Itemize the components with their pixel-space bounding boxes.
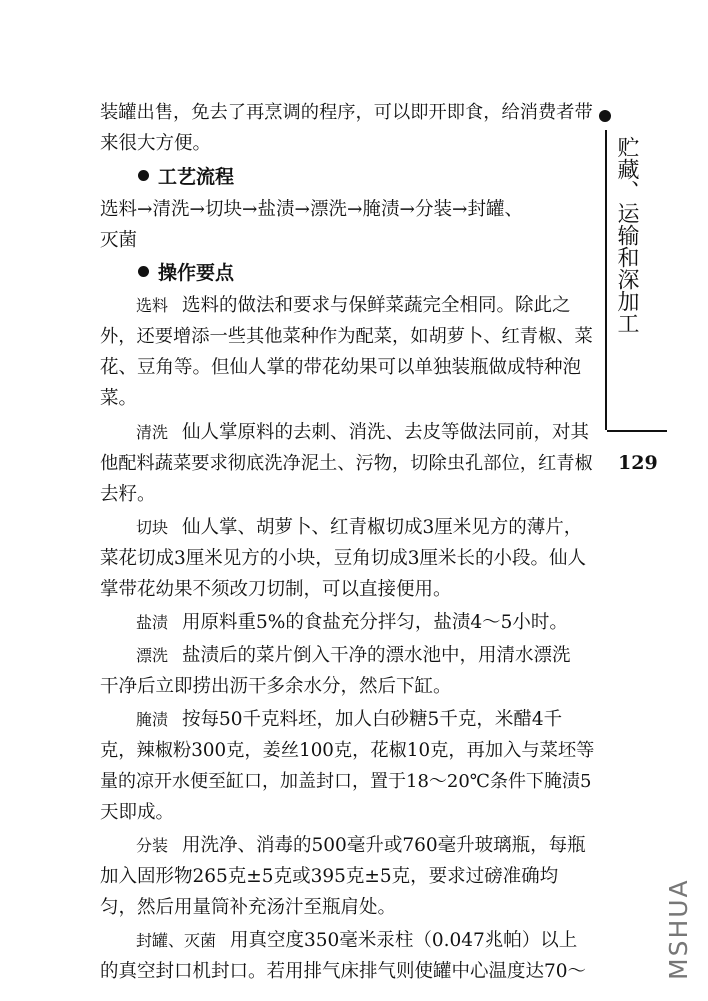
step-lead: 漂洗 — [136, 646, 169, 665]
text-line — [136, 835, 586, 857]
step-lead: 腌渍 — [136, 710, 169, 729]
text-line: 量的凉开水便至缸口，加盖封口，置于18～20℃条件下腌渍5 — [100, 771, 592, 792]
text-line — [136, 709, 562, 731]
bullet-icon — [138, 170, 149, 181]
section-heading-text: 操作要点 — [158, 262, 235, 284]
page-number: 129 — [618, 452, 658, 474]
text-line: 菜花切成3厘米见方的小块，豆角切成3厘米长的小段。仙人 — [100, 548, 587, 569]
step-lead: 盐渍 — [136, 613, 169, 632]
text-line — [136, 517, 582, 539]
text-line: 匀，然后用量筒补充汤汁至瓶肩处。 — [100, 897, 397, 918]
text-line: 掌带花幼果不须改刀切制，可以直接便用。 — [100, 579, 452, 600]
chapter-marker-dot — [599, 110, 611, 122]
text-line: 来很大方便。 — [100, 133, 212, 154]
step-text: 按每50千克料坯，加人白砂糖5千克，米醋4千 — [182, 709, 563, 730]
section-heading — [138, 262, 234, 284]
text-line: 灭菌 — [100, 230, 138, 251]
chapter-side-title: 贮藏、运输和深加工 — [614, 136, 639, 334]
text-line: 去籽。 — [100, 484, 156, 505]
text-line: 克，辣椒粉300克，姜丝100克，花椒10克，再加入与菜坯等 — [100, 740, 595, 761]
step-lead: 封罐、灭菌 — [136, 931, 217, 950]
step-text: 用原料重5%的食盐充分拌匀，盐渍4～5小时。 — [182, 612, 568, 633]
text-line — [136, 612, 568, 634]
text-line — [136, 645, 571, 667]
step-text: 仙人掌原料的去刺、消洗、去皮等做法同前，对其 — [182, 422, 590, 443]
step-text: 选料的做法和要求与保鲜菜蔬完全相同。除此之 — [182, 295, 571, 316]
text-line: 他配料蔬菜要求彻底洗净泥土、污物，切除虫孔部位，红青椒 — [100, 453, 593, 474]
text-line: 的真空封口机封口。若用排气床排气则使罐中心温度达70～ — [100, 961, 587, 982]
bullet-icon — [138, 266, 149, 277]
text-line: 外，还要增添一些其他菜种作为配菜，如胡萝卜、红青椒、菜 — [100, 326, 593, 347]
page-number-rule — [607, 430, 667, 432]
step-lead: 切块 — [136, 518, 169, 537]
step-lead: 清洗 — [136, 423, 169, 442]
step-lead: 分装 — [136, 836, 169, 855]
text-line — [136, 930, 577, 952]
text-line — [136, 295, 571, 317]
text-line: 选料→清洗→切块→盐渍→漂洗→腌渍→分装→封罐、 — [100, 199, 524, 220]
text-line: 装罐出售，免去了再烹调的程序，可以即开即食，给消费者带 — [100, 102, 593, 123]
text-line: 菜。 — [100, 388, 138, 409]
step-lead: 选料 — [136, 296, 169, 315]
section-heading — [138, 166, 234, 188]
chapter-side-rule — [605, 130, 607, 430]
text-line — [136, 422, 589, 444]
text-line: 天即成。 — [100, 802, 175, 823]
text-line: 干净后立即捞出沥干多余水分，然后下缸。 — [100, 676, 452, 697]
text-line: 花、豆角等。但仙人掌的带花幼果可以单独装瓶做成特种泡 — [100, 357, 582, 378]
watermark-text: MSHUA — [664, 878, 693, 980]
step-text: 用真空度350毫米汞柱（0.047兆帕）以上 — [230, 930, 578, 951]
step-text: 盐渍后的菜片倒入干净的漂水池中，用清水漂洗 — [182, 645, 571, 666]
step-text: 用洗净、消毒的500毫升或760毫升玻璃瓶，每瓶 — [182, 835, 586, 856]
text-line: 加入固形物265克±5克或395克±5克，要求过磅准确均 — [100, 866, 559, 887]
step-text: 仙人掌、胡萝卜、红青椒切成3厘米见方的薄片， — [182, 517, 583, 538]
section-heading-text: 工艺流程 — [158, 166, 235, 188]
